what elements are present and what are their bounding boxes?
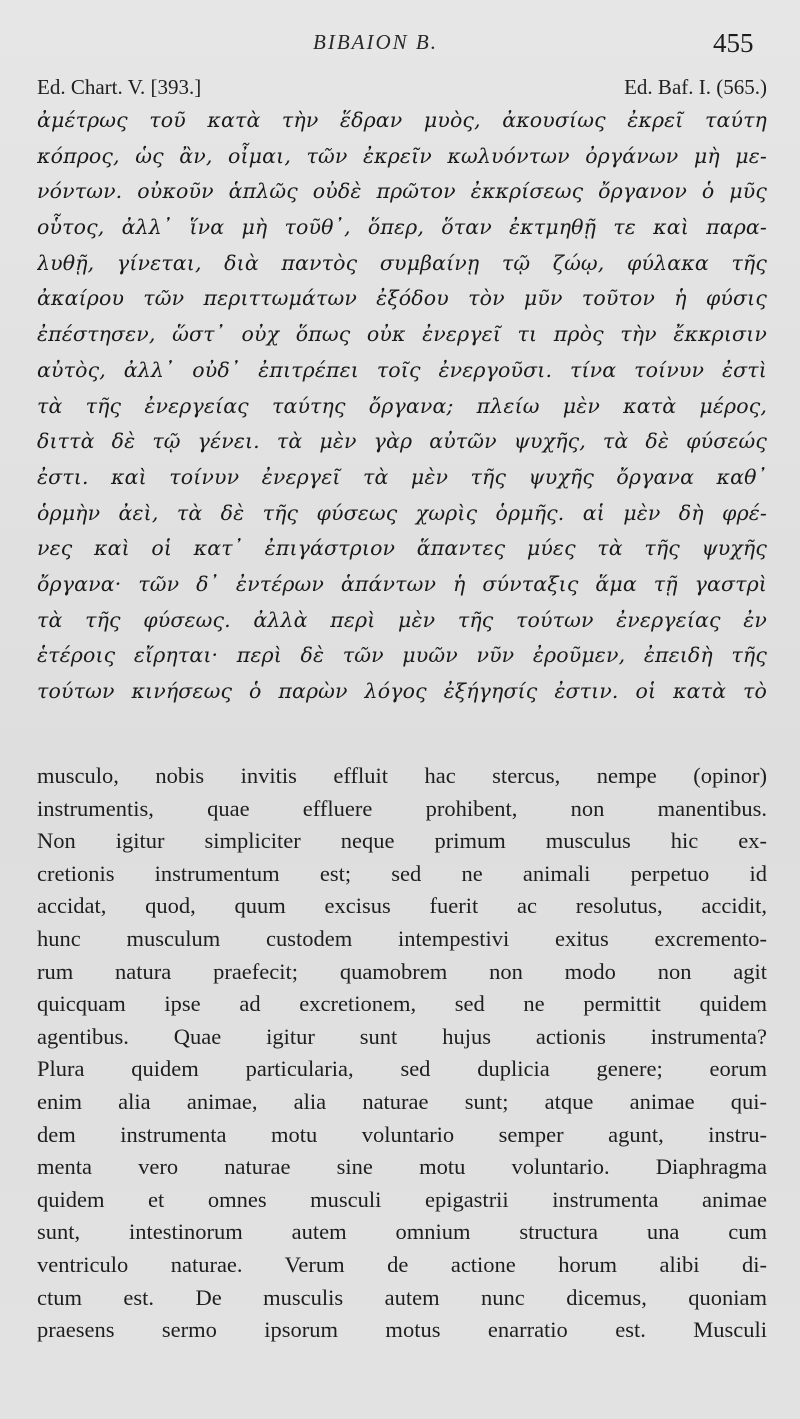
greek-line: τὰ τῆς ἐνεργείας ταύτης ὄργανα; πλείω μὲν κατὰ μέρος, — [37, 393, 767, 418]
latin-line: hunc musculum custodem intempestivi exitus excremento- — [37, 925, 767, 951]
greek-line: τὰ τῆς φύσεως. ἀλλὰ περὶ μὲν τῆς τούτων ἐνεργείας ἐν — [37, 607, 767, 632]
latin-line: praesens sermo ipsorum motus enarratio est. Musculi — [37, 1317, 767, 1343]
latin-line: menta vero naturae sine motu voluntario. Diaphragma — [37, 1154, 767, 1180]
latin-line: cretionis instrumentum est; sed ne animali perpetuo id — [37, 860, 767, 886]
running-head — [0, 28, 800, 68]
latin-line: Plura quidem particularia, sed duplicia genere; eorum — [37, 1056, 767, 1082]
latin-line: sunt, intestinorum autem omnium structura una cum — [37, 1219, 767, 1245]
greek-line: οὗτος, ἀλλ᾽ ἵνα μὴ τοῦθ᾽, ὅπερ, ὅταν ἐκτμηθῇ τε καὶ παρα- — [37, 215, 767, 240]
greek-line: ἐπέστησεν, ὥστ᾽ οὐχ ὅπως οὐκ ἐνεργεῖ τι πρὸς τὴν ἔκκρισιν — [37, 322, 767, 347]
latin-line: musculo, nobis invitis effluit hac stercus, nempe (opinor) — [37, 763, 767, 788]
greek-line: ἑτέροις εἴρηται· περὶ δὲ τῶν μυῶν νῦν ἐροῦμεν, ἐπειδὴ τῆς — [37, 643, 767, 668]
greek-line: κόπρος, ὡς ἂν, οἶμαι, τῶν ἐκρεῖν κωλυόντων ὀργάνων μὴ με- — [37, 143, 767, 168]
edition-reference-basel: Ed. Baf. I. (565.) — [624, 75, 767, 99]
greek-line: ἀκαίρου τῶν περιττωμάτων ἐξόδου τὸν μῦν τοῦτον ἡ φύσις — [37, 286, 767, 311]
latin-line: Non igitur simpliciter neque primum musculus hic ex- — [37, 828, 767, 854]
greek-line: διττὰ δὲ τῷ γένει. τὰ μὲν γὰρ αὐτῶν ψυχῆς, τὰ δὲ φύσεώς — [37, 429, 767, 454]
greek-line: νόντων. οὐκοῦν ἁπλῶς οὐδὲ πρῶτον ἐκκρίσεως ὄργανον ὁ μῦς — [37, 179, 767, 204]
greek-line: ὁρμὴν ἀεὶ, τὰ δὲ τῆς φύσεως χωρὶς ὁρμῆς. αἱ μὲν δὴ φρέ- — [37, 500, 767, 525]
greek-line: ἀμέτρως τοῦ κατὰ τὴν ἕδραν μυὸς, ἀκουσίως ἐκρεῖ ταύτη — [37, 108, 767, 132]
greek-line: ἐστι. καὶ τοίνυν ἐνεργεῖ τὰ μὲν τῆς ψυχῆς ὄργανα καθ᾽ — [37, 464, 767, 489]
greek-line: ὄργανα· τῶν δ᾽ ἐντέρων ἁπάντων ἡ σύνταξις ἅμα τῇ γαστρὶ — [37, 571, 767, 596]
edition-reference-chartier: Ed. Chart. V. [393.] — [37, 75, 202, 99]
greek-text-block — [37, 103, 767, 710]
greek-line: αὐτὸς, ἀλλ᾽ οὐδ᾽ ἐπιτρέπει τοῖς ἐνεργοῦσι. τίνα τοίνυν ἐστὶ — [37, 357, 767, 382]
greek-line: τούτων κινήσεως ὁ παρὼν λόγος ἐξήγησίς ἐστιν. οἱ κατὰ τὸ — [37, 679, 767, 703]
greek-line: νες καὶ οἱ κατ᾽ ἐπιγάστριον ἅπαντες μύες τὰ τῆς ψυχῆς — [37, 536, 767, 561]
page-number: 455 — [713, 28, 754, 58]
latin-line: quidem et omnes musculi epigastrii instrumenta animae — [37, 1186, 767, 1212]
latin-line: quicquam ipse ad excretionem, sed ne permittit quidem — [37, 991, 767, 1017]
latin-line: instrumentis, quae effluere prohibent, non manentibus. — [37, 795, 767, 821]
latin-line: dem instrumenta motu voluntario semper agunt, instru- — [37, 1121, 767, 1147]
latin-line: ctum est. De musculis autem nunc dicemus, quoniam — [37, 1284, 767, 1310]
latin-line: enim alia animae, alia naturae sunt; atque animae qui- — [37, 1088, 767, 1114]
edition-reference-line — [37, 75, 767, 105]
latin-line: rum natura praefecit; quamobrem non modo non agit — [37, 958, 767, 984]
latin-text-block — [37, 760, 767, 1347]
running-title: BIBAION B. — [313, 30, 438, 54]
greek-line: λυθῇ, γίνεται, διὰ παντὸς συμβαίνῃ τῷ ζώῳ, φύλακα τῆς — [37, 250, 767, 275]
latin-line: ventriculo naturae. Verum de actione horum alibi di- — [37, 1251, 767, 1277]
latin-line: agentibus. Quae igitur sunt hujus actionis instrumenta? — [37, 1023, 767, 1049]
latin-line: accidat, quod, quum excisus fuerit ac resolutus, accidit, — [37, 893, 767, 919]
